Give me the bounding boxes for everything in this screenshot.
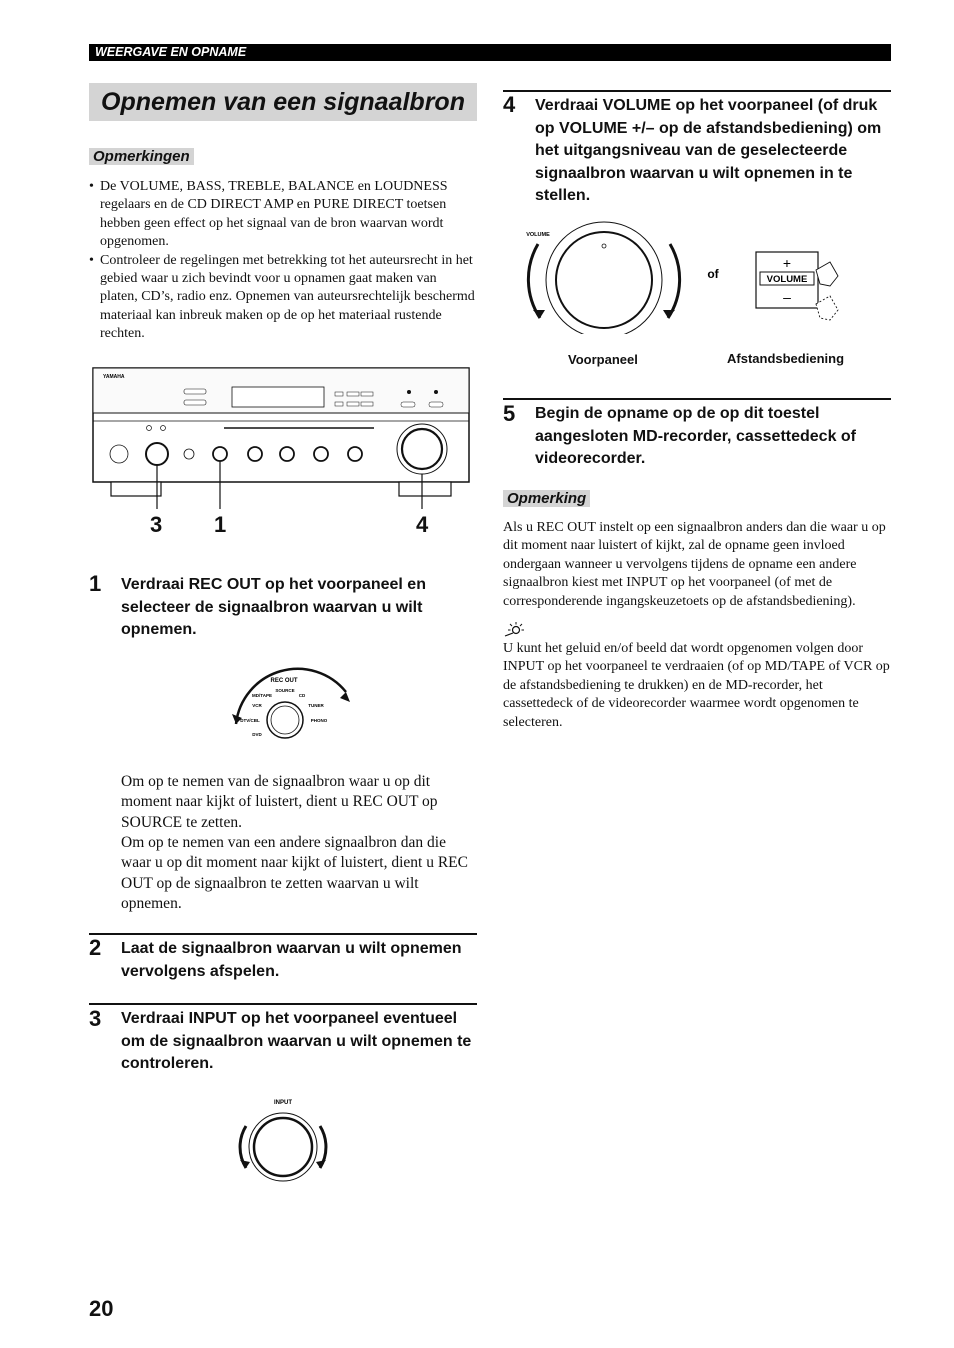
tip-text: U kunt het geluid en/of beeld dat wordt opgenomen volgen door INPUT op het voorpaneel te verdraaien (of op MD/TAPE of VCR op de afstandsbediening te drukken) en de MD-recorder, het cassettedeck of de videorecorder waarmee wordt opgenomen te selecteren. <box>503 641 890 730</box>
notes-label-box <box>89 147 194 167</box>
plus-sign: + <box>782 255 792 271</box>
or-label: of <box>707 267 719 281</box>
step-3-number: 3 <box>89 1006 102 1031</box>
input-dial-title: INPUT <box>274 1100 292 1106</box>
section-title: WEERGAVE EN OPNAME <box>95 45 247 59</box>
rec-out-label-source: SOURCE <box>275 688 295 693</box>
step-4-number: 4 <box>503 92 516 117</box>
rec-out-label-dvd: DVD <box>252 732 262 737</box>
step-2-number: 2 <box>89 935 102 960</box>
notes-list <box>89 178 477 344</box>
volume-caption-left: Voorpaneel <box>568 352 638 367</box>
remote-volume-label: VOLUME <box>766 274 808 285</box>
rec-out-title: REC OUT <box>270 678 298 684</box>
step-3-text: Verdraai INPUT op het voorpaneel eventueel om de signaalbron waarvan u wilt opnemen te controleren. <box>121 1010 472 1072</box>
volume-caption-right: Afstandsbediening <box>727 351 845 366</box>
callout-3: 3 <box>150 512 163 537</box>
notes-item: • De VOLUME, BASS, TREBLE, BALANCE en LOUDNESS regelaars en de CD DIRECT AMP en PURE DIRECT toetsen hebben geen effect op het signaal van de bron waarvan wordt opgenomen. <box>89 178 477 252</box>
note-label-box <box>503 489 590 509</box>
page-title-box <box>89 83 477 121</box>
minus-sign: – <box>783 289 791 305</box>
brand-logo: YAMAHA <box>103 374 125 380</box>
page-title: Opnemen van een signaalbron <box>101 88 465 116</box>
section-header-bar <box>89 44 891 61</box>
step-4-text: Verdraai VOLUME op het voorpaneel (of druk op VOLUME +/– op de afstandsbediening) om het uitgangsniveau van de geselecteerde signaalbron waarvan u wilt opnemen in te stellen. <box>535 97 882 204</box>
step-1-body-a: Om op te nemen van de signaalbron waar u op dit moment naar kijkt of luistert, dient u REC OUT op SOURCE te zetten. <box>121 773 438 831</box>
notes-item: • Controleer de regelingen met betrekking tot het auteursrecht in het gebied waar u zich bevindt voor u opnamen gaat maken van platen, CD’s, radio enz. Opnemen van auteursrechtelijk beschermd materiaal kan inbreuk maken op de op het materiaal rustende rechten. <box>89 252 477 344</box>
rec-out-label-tuner: TUNER <box>308 703 324 708</box>
callout-4: 4 <box>416 512 429 537</box>
step-1-body-b: Om op te nemen van een andere signaalbron dan die waar u op dit moment naar kijkt of luistert, dient u REC OUT op de signaalbron te zetten waarvan u wilt opnemen. <box>121 834 468 912</box>
step-2-rule <box>89 933 477 935</box>
volume-knob-label: VOLUME <box>526 232 550 238</box>
rec-out-label-vcr: VCR <box>252 703 262 708</box>
step-2-text: Laat de signaalbron waarvan u wilt opnemen vervolgens afspelen. <box>121 940 462 980</box>
step-5-text: Begin de opname op de op dit toestel aangesloten MD-recorder, cassettedeck of videorecorder. <box>535 405 857 467</box>
step-1-number: 1 <box>89 571 102 596</box>
note-label: Opmerking <box>503 490 590 507</box>
volume-figure <box>520 214 860 334</box>
step-1-text: Verdraai REC OUT op het voorpaneel en selecteer de signaalbron waarvan u wilt opnemen. <box>121 576 426 638</box>
step-4-rule <box>503 90 891 92</box>
page-number: 20 <box>89 1296 114 1321</box>
callout-1: 1 <box>214 512 227 537</box>
step-5-number: 5 <box>503 401 516 426</box>
rec-out-label-cd: CD <box>298 693 306 698</box>
notes-label: Opmerkingen <box>89 148 194 165</box>
step-5-rule <box>503 398 891 400</box>
note-text: Als u REC OUT instelt op een signaalbron anders dan die waar u op dit moment naar luistert of kijkt, zal de opname geen invloed ondergaan wanneer u vervolgens tijdens de opname een andere signaalbron kiest met INPUT op het voorpaneel (of met de corresponderende ingangskeuzetoets op de afstandsbediening). <box>503 520 886 609</box>
step-3-rule <box>89 1003 477 1005</box>
input-dial <box>234 1094 334 1184</box>
tip-icon <box>503 620 525 638</box>
rec-out-dial <box>224 662 358 750</box>
rec-out-label-mdtape: MD/TAPE <box>252 693 272 698</box>
rec-out-label-dtvcbl: DTV/CBL <box>240 718 260 723</box>
rec-out-label-phono: PHONO <box>310 718 328 723</box>
